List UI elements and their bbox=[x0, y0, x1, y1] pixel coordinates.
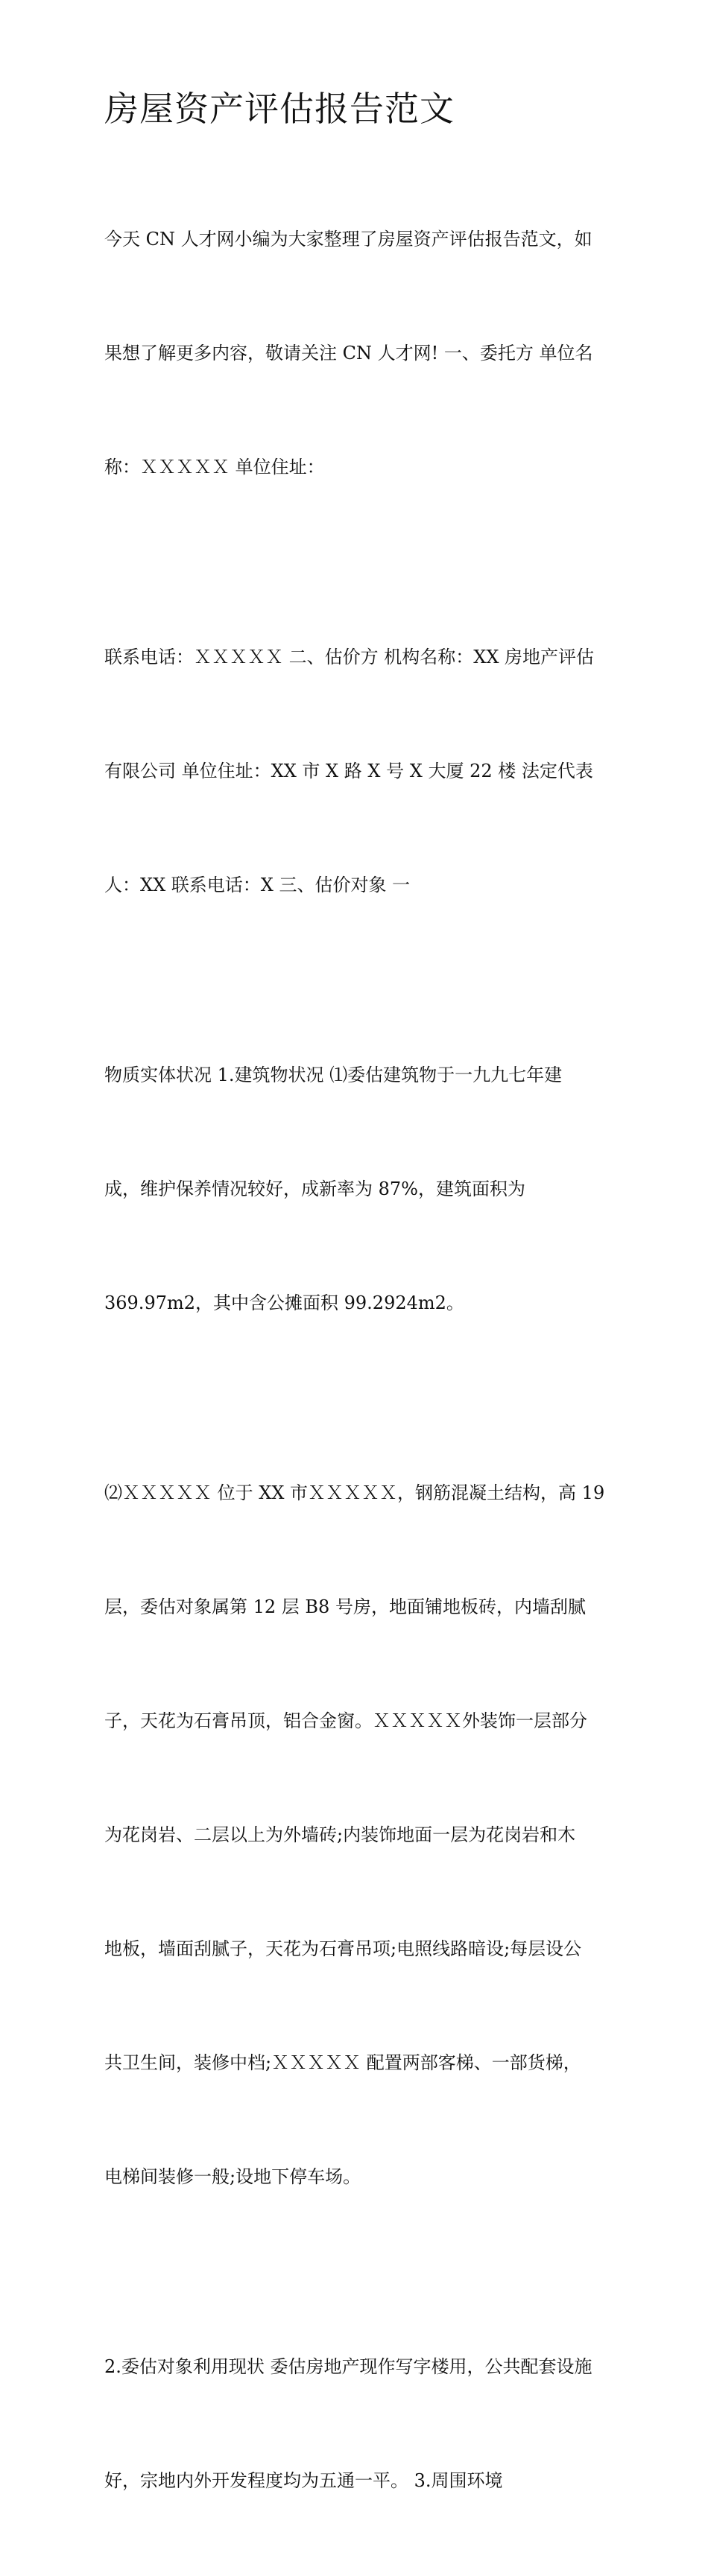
document-page bbox=[104, 80, 611, 2576]
paragraph-building-status bbox=[104, 980, 611, 1398]
text-line: 好，宗地内外开发程度均为五通一平。 3.周围环境 bbox=[104, 2470, 503, 2491]
text-line: 今天 CN 人才网小编为大家整理了房屋资产评估报告范文，如 bbox=[104, 229, 592, 250]
text-line: 成，维护保养情况较好，成新率为 87%，建筑面积为 bbox=[104, 1178, 525, 1199]
text-line: ⑵ＸＸＸＸＸ 位于 XX 市ＸＸＸＸＸ，钢筋混凝土结构，高 19 bbox=[104, 1482, 605, 1503]
text-line: 电梯间装修一般;设地下停车场。 bbox=[104, 2166, 361, 2187]
text-line: 共卫生间，装修中档;ＸＸＸＸＸ 配置两部客梯、一部货梯， bbox=[104, 2052, 581, 2073]
text-line: 子，天花为石膏吊顶，铝合金窗。ＸＸＸＸＸ外装饰一层部分 bbox=[104, 1710, 587, 1731]
text-line: 地板，墙面刮腻子，天花为石膏吊项;电照线路暗设;每层设公 bbox=[104, 1938, 582, 1959]
text-line: 联系电话：ＸＸＸＸＸ 二、估价方 机构名称：XX 房地产评估 bbox=[104, 647, 595, 667]
text-line: 人：XX 联系电话：X 三、估价对象 一 bbox=[104, 875, 411, 895]
text-line: 称：ＸＸＸＸＸ 单位住址： bbox=[104, 457, 325, 478]
document-title: 房屋资产评估报告范文 bbox=[104, 89, 455, 129]
text-line: 层，委估对象属第 12 层 B8 号房，地面铺地板砖，内墙刮腻 bbox=[104, 1596, 586, 1617]
paragraph-appraiser bbox=[104, 562, 611, 980]
text-line: 果想了解更多内容，敬请关注 CN 人才网! 一、委托方 单位名 bbox=[104, 343, 593, 364]
paragraph-intro bbox=[104, 145, 611, 562]
paragraph-building-details bbox=[104, 1398, 611, 2272]
text-line: 369.97m2，其中含公摊面积 99.2924m2。 bbox=[104, 1292, 464, 1313]
text-line: 为花岗岩、二层以上为外墙砖;内装饰地面一层为花岗岩和木 bbox=[104, 1824, 576, 1845]
text-line: 有限公司 单位住址：XX 市 X 路 X 号 X 大厦 22 楼 法定代表 bbox=[104, 761, 593, 781]
text-line: 2.委估对象利用现状 委估房地产现作写字楼用，公共配套设施 bbox=[104, 2356, 592, 2377]
text-line: 物质实体状况 1.建筑物状况 ⑴委估建筑物于一九九七年建 bbox=[104, 1065, 563, 1085]
paragraph-usage-status bbox=[104, 2272, 611, 2576]
